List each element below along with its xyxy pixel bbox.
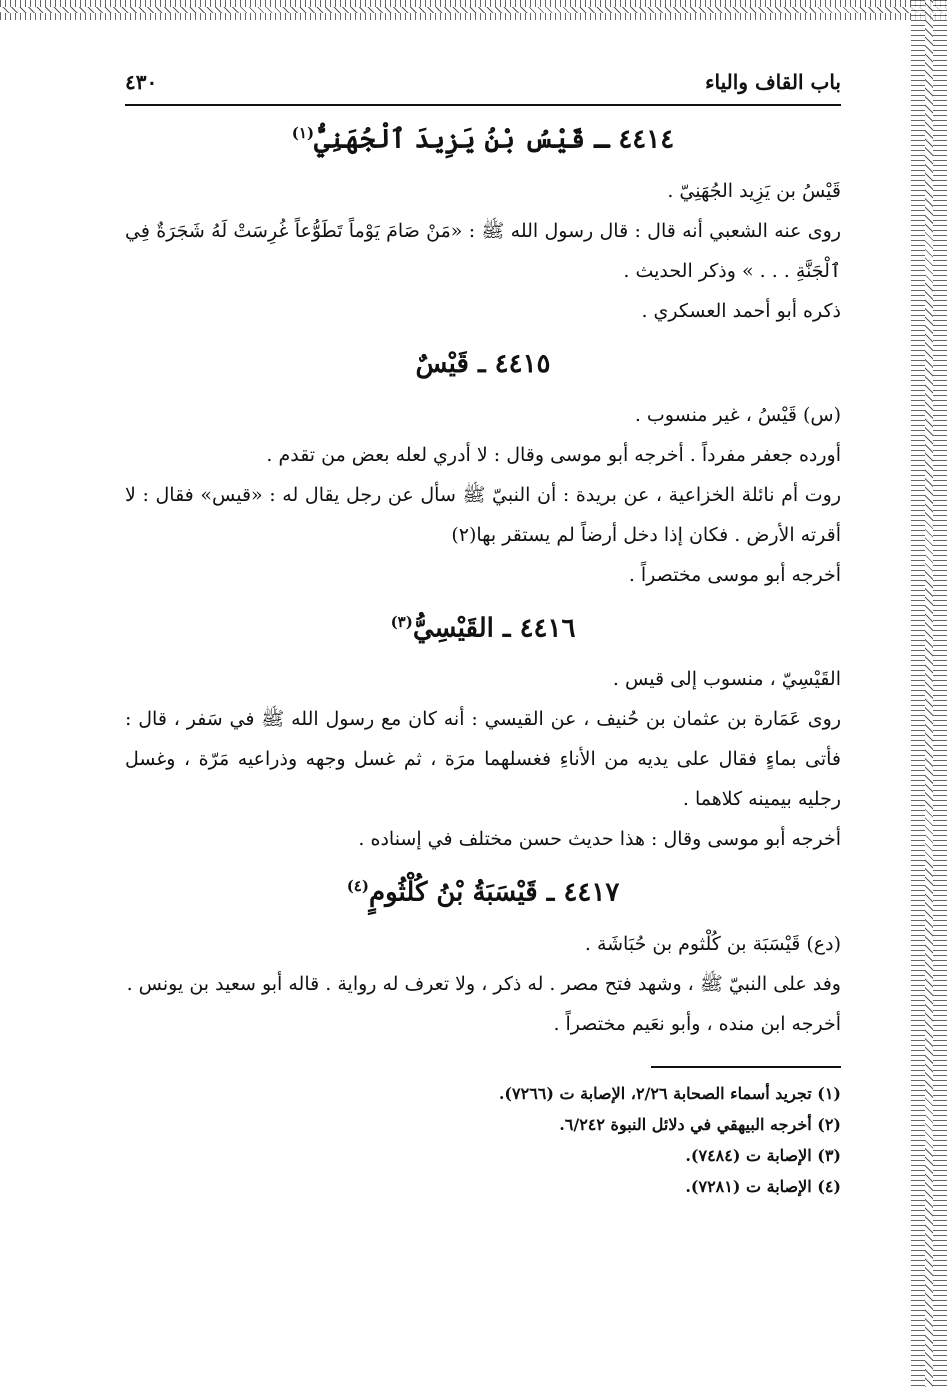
entry-paragraph: (دع) قَيْسَبَة بن كُلْثوم بن حُبَاشَة . bbox=[584, 932, 841, 955]
running-head bbox=[125, 70, 841, 106]
entry-paragraph: قَيْسُ بن يَزِيد الجُهَنِيّ . bbox=[667, 179, 841, 202]
entry-paragraph: وفد على النبيّ ﷺ ، وشهد فتح مصر . له ذكر ، ولا تعرف له رواية . قاله أبو سعيد بن يونس . bbox=[126, 972, 841, 995]
entry-title: ٤٤١٧ ـ قَيْسَبَةُ بْنُ كُلْثُومٍ bbox=[368, 877, 620, 908]
entry-heading-4416 bbox=[125, 613, 841, 644]
entry-title: ٤٤١٦ ـ القَيْسِيُّ bbox=[412, 613, 576, 644]
book-page bbox=[125, 70, 841, 1202]
entry-paragraph: ذكره أبو أحمد العسكري . bbox=[641, 299, 841, 322]
footnote-ref: (٣) bbox=[390, 612, 413, 631]
ornamental-border-top bbox=[0, 0, 947, 20]
entry-paragraph: روت أم نائلة الخزاعية ، عن بريدة : أن النبيّ ﷺ سأل عن رجل يقال له : «قيس» فقال : لا أقرته الأرض . فكان إذا دخل أرضاً لم يستقر بها(٢) bbox=[125, 483, 841, 546]
footnote: (٤) الإصابة ت (٧٢٨١). bbox=[685, 1176, 841, 1196]
running-title: باب القاف والياء bbox=[705, 70, 841, 94]
entry-heading-4414 bbox=[125, 124, 841, 155]
entry-paragraph: أخرجه ابن منده ، وأبو نعَيم مختصراً . bbox=[553, 1012, 841, 1035]
footnote-separator bbox=[651, 1066, 841, 1068]
entry-title: ٤٤١٥ ـ قَيْسٌ bbox=[415, 348, 551, 379]
entry-paragraph: روى عنه الشعبي أنه قال : قال رسول الله ﷺ : «مَنْ صَامَ يَوْماً تَطَوُّعاً غُرِسَتْ لَهُ شَجَرَةٌ فِي ٱلْجَنَّةِ . . . » وذكر الحديث . bbox=[125, 219, 841, 282]
entry-heading-4415 bbox=[125, 349, 841, 379]
entry-heading-4417 bbox=[125, 877, 841, 908]
footnote-ref: (٤) bbox=[346, 877, 369, 896]
entry-paragraph: القَيْسِيّ ، منسوب إلى قيس . bbox=[612, 668, 841, 691]
page-number: ٤٣٠ bbox=[125, 70, 158, 94]
footnote: (٢) أخرجه البيهقي في دلائل النبوة ٦/٢٤٢. bbox=[559, 1114, 841, 1134]
entry-paragraph: (س) قَيْسُ ، غير منسوب . bbox=[634, 403, 841, 426]
footnote: (١) تجريد أسماء الصحابة ٢/٢٦، الإصابة ت (٧٢٦٦). bbox=[498, 1083, 841, 1103]
entry-paragraph: روى عَمَارة بن عثمان بن حُنيف ، عن القيسي : أنه كان مع رسول الله ﷺ في سَفر ، قال : فأتى بماءٍ فقال على يديه من الأناءِ فغسلهما مرَة ، ثم غسل وجهه وذراعيه مَرّة ، وغسل رجليه بيمينه كلاهما . bbox=[125, 708, 841, 811]
entry-paragraph: أورده جعفر مفرداً . أخرجه أبو موسى وقال : لا أدري لعله بعض من تقدم . bbox=[266, 443, 841, 466]
footnote-ref: (١) bbox=[291, 124, 315, 142]
entry-title: ٤٤١٤ ـ قَيْسُ بْنُ يَزِيدَ ٱلْجُهَنِيُّ bbox=[314, 124, 675, 155]
footnote: (٣) الإصابة ت (٧٤٨٤). bbox=[685, 1145, 841, 1165]
entry-paragraph: أخرجه أبو موسى مختصراً . bbox=[628, 563, 841, 586]
entry-paragraph: أخرجه أبو موسى وقال : هذا حديث حسن مختلف في إسناده . bbox=[358, 828, 841, 851]
ornamental-border-right bbox=[911, 0, 947, 1387]
